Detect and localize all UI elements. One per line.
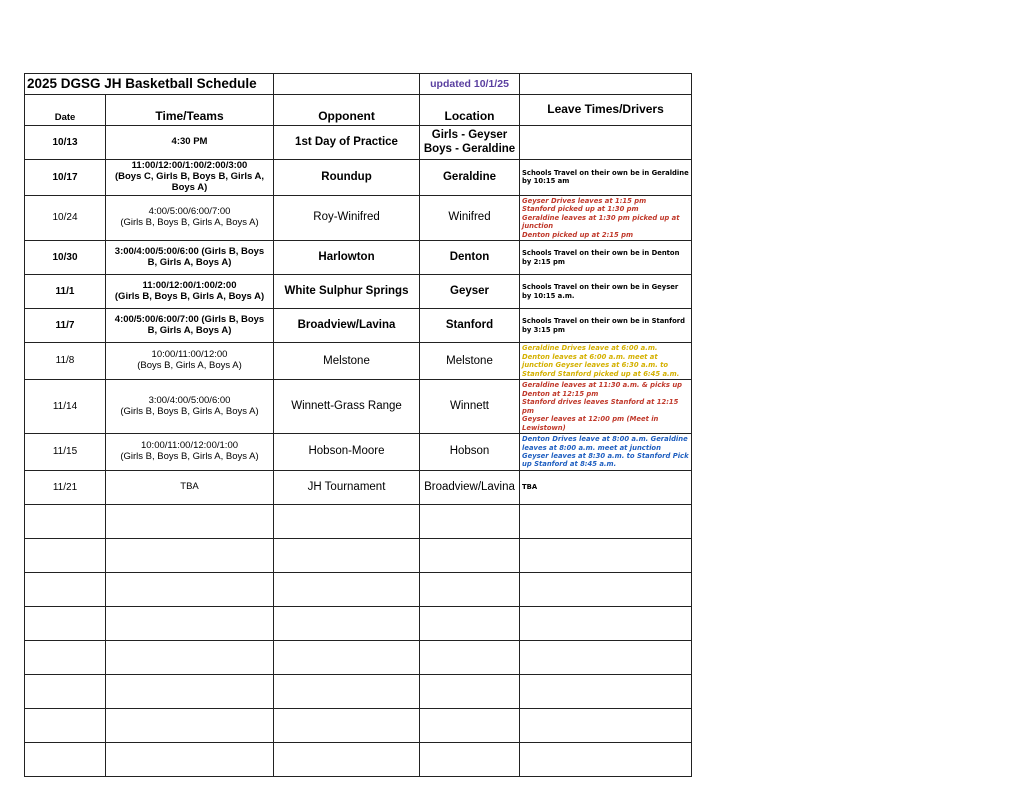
location-cell: Denton <box>420 241 520 275</box>
date-cell: 10/30 <box>25 241 106 275</box>
date-cell: 10/17 <box>25 160 106 196</box>
empty-cell <box>520 504 692 538</box>
opponent-cell: Hobson-Moore <box>274 434 420 471</box>
empty-cell <box>25 538 106 572</box>
opponent-cell: JH Tournament <box>274 470 420 504</box>
empty-cell <box>106 538 274 572</box>
empty-cell <box>520 742 692 776</box>
empty-cell <box>520 606 692 640</box>
table-row <box>25 470 692 504</box>
empty-row <box>25 504 692 538</box>
empty-cell <box>520 640 692 674</box>
time-cell: 3:00/4:00/5:00/6:00 (Girls B, Boys B, Girls A, Boys A) <box>106 380 274 434</box>
schedule-sheet <box>24 73 692 777</box>
empty-cell <box>106 708 274 742</box>
empty-cell <box>274 640 420 674</box>
empty-cell <box>420 742 520 776</box>
empty-cell <box>420 504 520 538</box>
schedule-table <box>24 73 692 777</box>
empty-cell <box>420 606 520 640</box>
leave-cell: Schools Travel on their own be in Denton by 2:15 pm <box>520 241 692 275</box>
header-date: Date <box>25 95 106 126</box>
empty-cell <box>274 708 420 742</box>
header-opponent: Opponent <box>274 95 420 126</box>
leave-cell: Geraldine Drives leave at 6:00 a.m. Denton leaves at 6:00 a.m. meet at junction Geyser leaves at 6:30 a.m. to Stanford Stanford picked up at 6:45 a.m. <box>520 343 692 380</box>
location-cell: Geyser <box>420 275 520 309</box>
time-cell: 4:00/5:00/6:00/7:00 (Girls B, Boys B, Girls A, Boys A) <box>106 309 274 343</box>
empty-row <box>25 606 692 640</box>
empty-cell <box>520 674 692 708</box>
time-cell: 11:00/12:00/1:00/2:00/3:00 (Boys C, Girls B, Boys B, Girls A, Boys A) <box>106 160 274 196</box>
location-cell: Geraldine <box>420 160 520 196</box>
empty-cell <box>274 606 420 640</box>
date-cell: 10/13 <box>25 126 106 160</box>
empty-cell <box>420 538 520 572</box>
empty-cell <box>25 640 106 674</box>
leave-cell: TBA <box>520 470 692 504</box>
empty-cell <box>106 606 274 640</box>
leave-cell: Geraldine leaves at 11:30 a.m. & picks up Denton at 12:15 pm Stanford drives leaves Stanford at 12:15 pm Geyser leaves at 12:00 pm (Meet in Lewistown) <box>520 380 692 434</box>
header-row <box>25 95 692 126</box>
empty-cell <box>106 742 274 776</box>
header-time: Time/Teams <box>106 95 274 126</box>
opponent-cell: Winnett-Grass Range <box>274 380 420 434</box>
table-row <box>25 309 692 343</box>
title-blank-cell-2 <box>520 74 692 95</box>
date-cell: 11/1 <box>25 275 106 309</box>
empty-cell <box>420 572 520 606</box>
location-cell: Hobson <box>420 434 520 471</box>
empty-row <box>25 640 692 674</box>
empty-cell <box>274 538 420 572</box>
time-cell: TBA <box>106 470 274 504</box>
table-row <box>25 126 692 160</box>
location-cell: Winnett <box>420 380 520 434</box>
time-cell: 10:00/11:00/12:00 (Boys B, Girls A, Boys A) <box>106 343 274 380</box>
opponent-cell: White Sulphur Springs <box>274 275 420 309</box>
location-cell: Melstone <box>420 343 520 380</box>
header-location: Location <box>420 95 520 126</box>
empty-row <box>25 674 692 708</box>
leave-cell: Geyser Drives leaves at 1:15 pm Stanford picked up at 1:30 pm Geraldine leaves at 1:30 pm picked up at junction Denton picked up at 2:15 pm <box>520 195 692 240</box>
time-cell: 4:00/5:00/6:00/7:00 (Girls B, Boys B, Girls A, Boys A) <box>106 195 274 240</box>
empty-cell <box>25 674 106 708</box>
empty-cell <box>274 572 420 606</box>
empty-cell <box>25 504 106 538</box>
opponent-cell: Harlowton <box>274 241 420 275</box>
leave-cell: Schools Travel on their own be in Stanford by 3:15 pm <box>520 309 692 343</box>
empty-row <box>25 538 692 572</box>
location-cell: Winifred <box>420 195 520 240</box>
empty-cell <box>420 708 520 742</box>
time-cell: 3:00/4:00/5:00/6:00 (Girls B, Boys B, Girls A, Boys A) <box>106 241 274 275</box>
table-row <box>25 275 692 309</box>
empty-cell <box>25 742 106 776</box>
leave-cell <box>520 126 692 160</box>
table-row <box>25 434 692 471</box>
empty-cell <box>520 572 692 606</box>
empty-cell <box>25 708 106 742</box>
title-blank-cell <box>274 74 420 95</box>
title-row <box>25 74 692 95</box>
table-row <box>25 195 692 240</box>
empty-cell <box>106 572 274 606</box>
empty-cell <box>106 640 274 674</box>
time-cell: 4:30 PM <box>106 126 274 160</box>
date-cell: 11/15 <box>25 434 106 471</box>
location-cell: Girls - Geyser Boys - Geraldine <box>420 126 520 160</box>
table-row <box>25 160 692 196</box>
opponent-cell: Roundup <box>274 160 420 196</box>
empty-cell <box>25 606 106 640</box>
leave-cell: Schools Travel on their own be in Geraldine by 10:15 am <box>520 160 692 196</box>
empty-cell <box>106 674 274 708</box>
empty-cell <box>520 708 692 742</box>
table-row <box>25 343 692 380</box>
date-cell: 11/8 <box>25 343 106 380</box>
empty-cell <box>420 674 520 708</box>
date-cell: 11/14 <box>25 380 106 434</box>
opponent-cell: Roy-Winifred <box>274 195 420 240</box>
empty-cell <box>274 504 420 538</box>
empty-cell <box>274 742 420 776</box>
date-cell: 11/21 <box>25 470 106 504</box>
empty-row <box>25 742 692 776</box>
header-leave: Leave Times/Drivers <box>520 95 692 126</box>
empty-cell <box>420 640 520 674</box>
leave-cell: Denton Drives leave at 8:00 a.m. Geraldine leaves at 8:00 a.m. meet at junction Geyser leaves at 8:30 a.m. to Stanford Pick up Stanford at 8:45 a.m. <box>520 434 692 471</box>
table-row <box>25 241 692 275</box>
opponent-cell: Melstone <box>274 343 420 380</box>
empty-cell <box>25 572 106 606</box>
date-cell: 10/24 <box>25 195 106 240</box>
empty-row <box>25 572 692 606</box>
opponent-cell: 1st Day of Practice <box>274 126 420 160</box>
empty-cell <box>106 504 274 538</box>
opponent-cell: Broadview/Lavina <box>274 309 420 343</box>
table-row <box>25 380 692 434</box>
time-cell: 11:00/12:00/1:00/2:00 (Girls B, Boys B, Girls A, Boys A) <box>106 275 274 309</box>
location-cell: Stanford <box>420 309 520 343</box>
updated-label: updated 10/1/25 <box>420 74 520 95</box>
date-cell: 11/7 <box>25 309 106 343</box>
empty-cell <box>520 538 692 572</box>
empty-row <box>25 708 692 742</box>
time-cell: 10:00/11:00/12:00/1:00 (Girls B, Boys B, Girls A, Boys A) <box>106 434 274 471</box>
location-cell: Broadview/Lavina <box>420 470 520 504</box>
leave-cell: Schools Travel on their own be in Geyser by 10:15 a.m. <box>520 275 692 309</box>
schedule-title: 2025 DGSG JH Basketball Schedule <box>25 74 274 95</box>
empty-cell <box>274 674 420 708</box>
